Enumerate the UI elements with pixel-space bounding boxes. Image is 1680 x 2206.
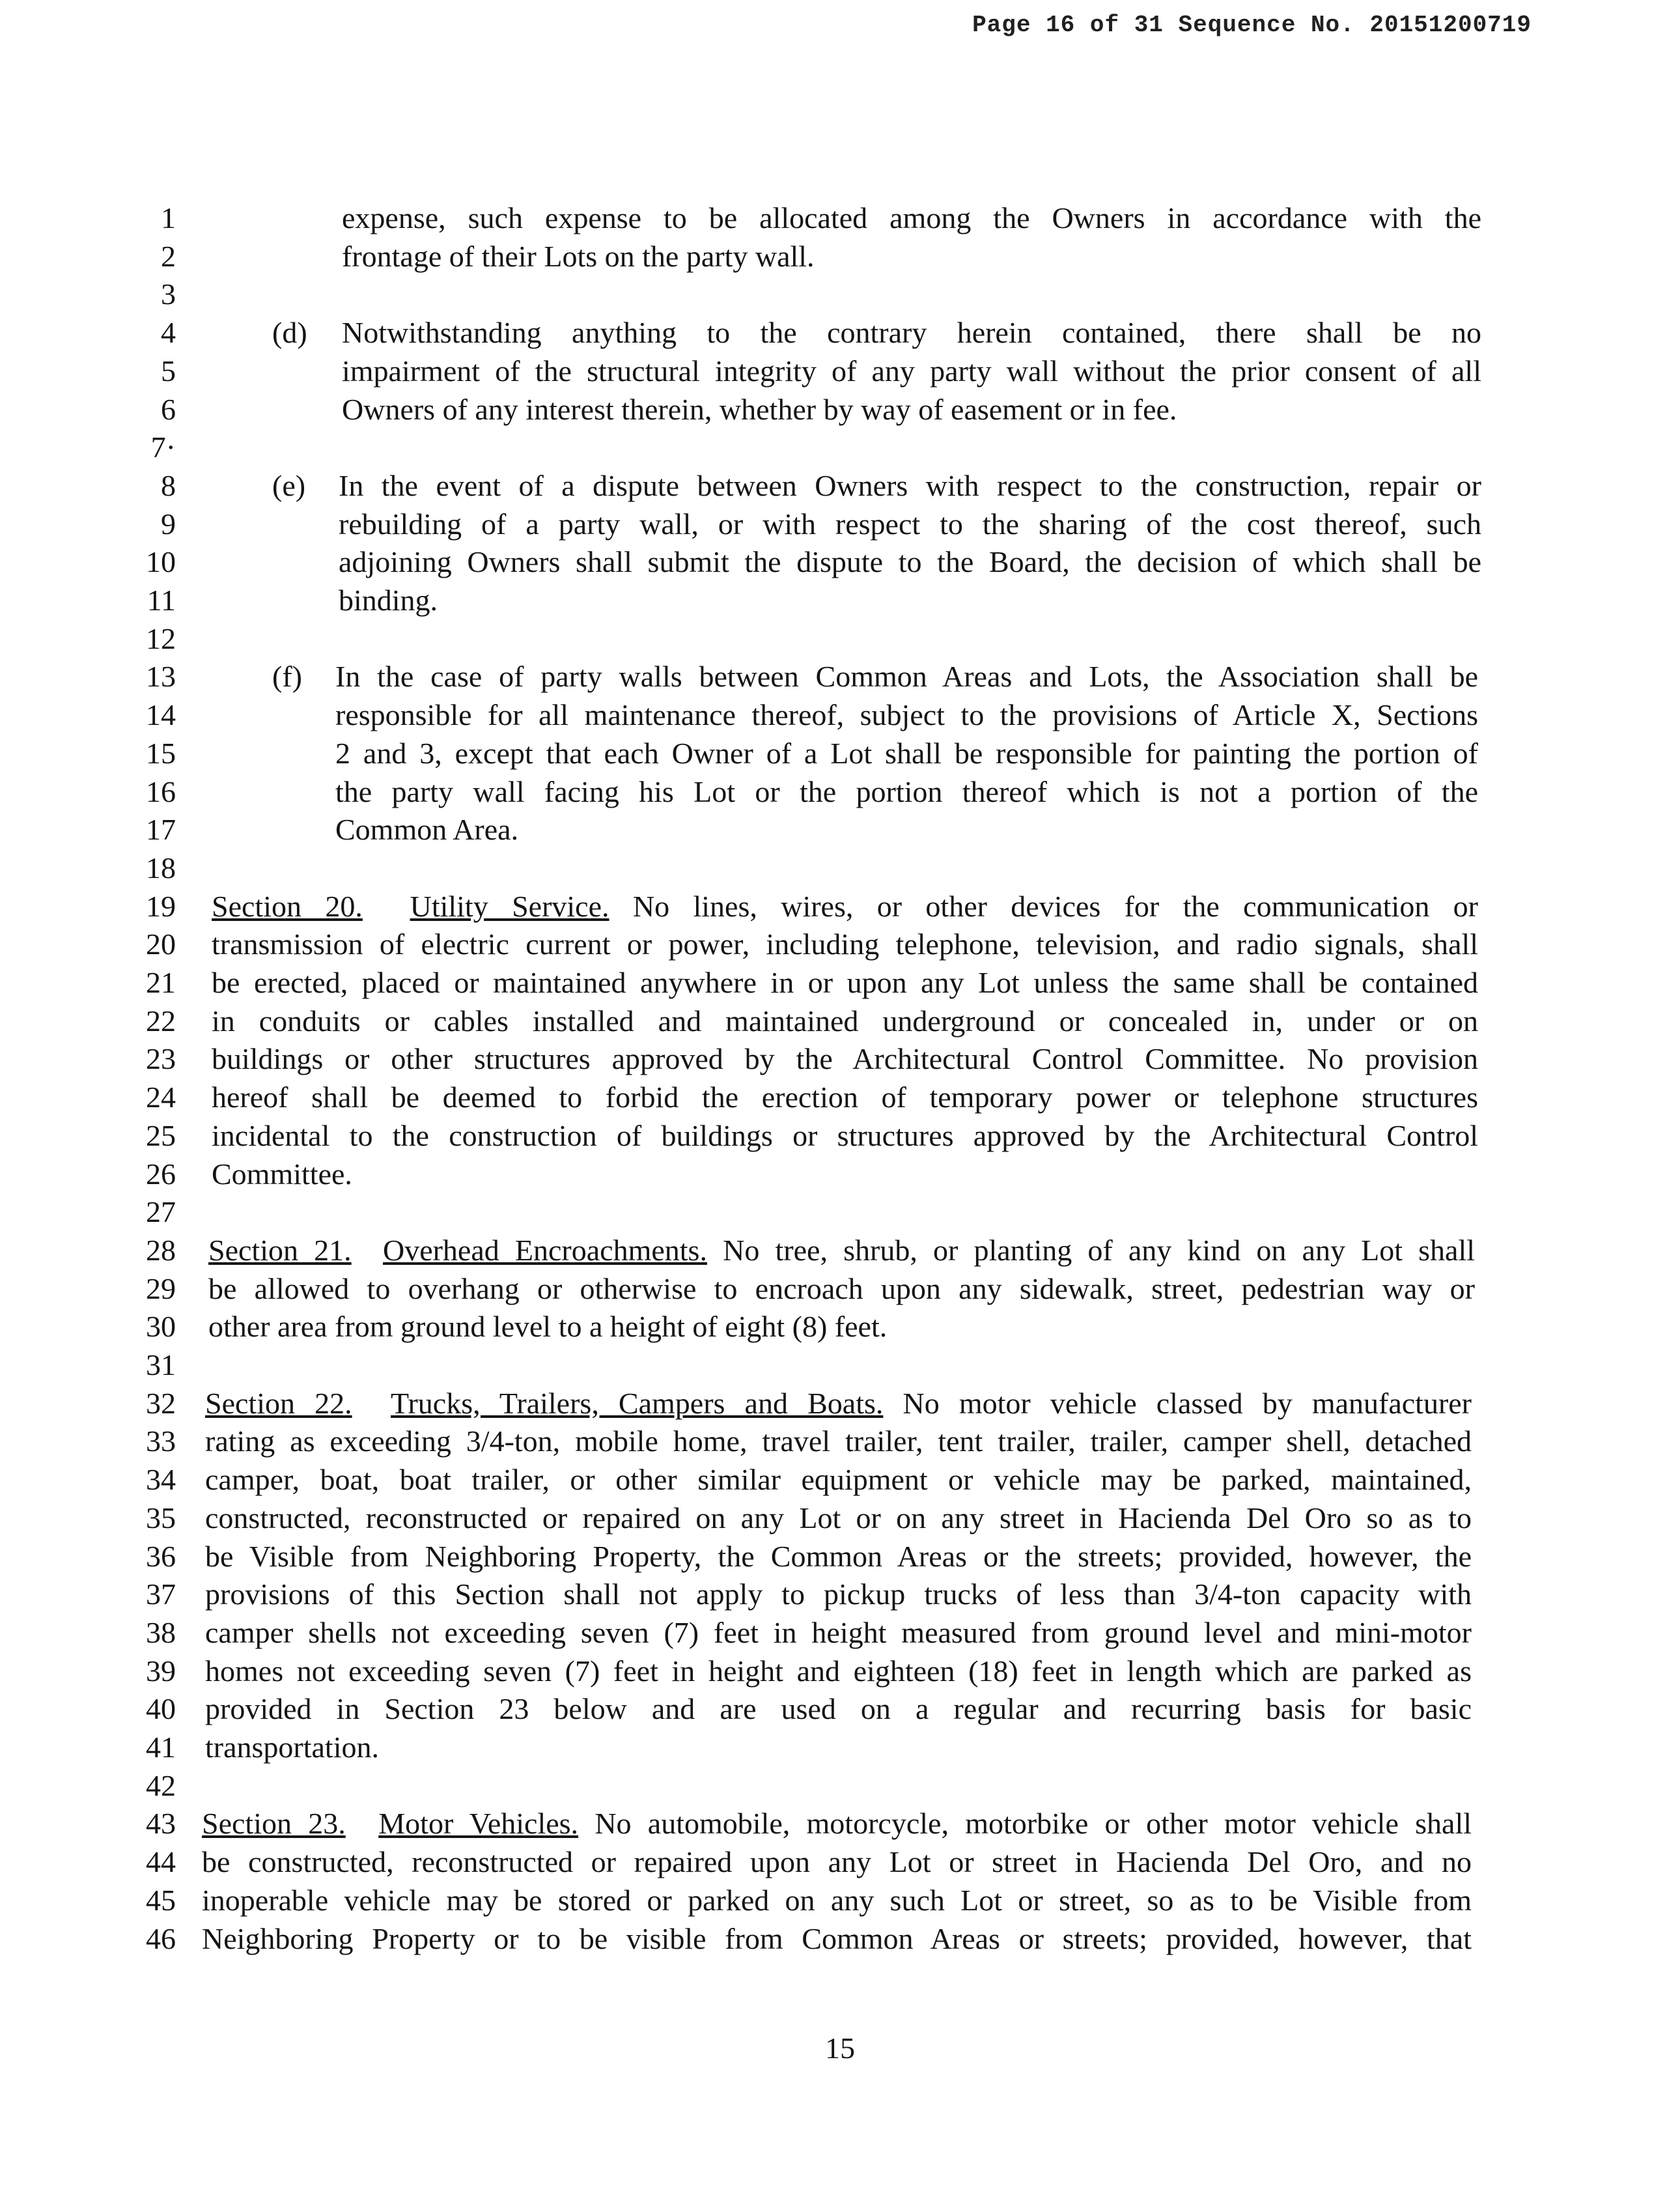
subsection-marker: (d) — [272, 316, 307, 350]
document-line — [0, 313, 1680, 352]
document-line — [0, 887, 1680, 926]
line-number: 11 — [147, 584, 176, 617]
document-line — [0, 1039, 1680, 1079]
line-body: frontage of their Lots on the party wall. — [342, 239, 815, 273]
line-text — [205, 1690, 1472, 1729]
line-number: 10 — [146, 545, 176, 579]
line-text — [339, 505, 1481, 544]
line-body: be erected, placed or maintained anywhere in or upon any Lot unless the same shall be contained — [212, 966, 1478, 999]
line-number: 33 — [146, 1424, 176, 1458]
line-body: camper, boat, boat trailer, or other similar equipment or vehicle may be parked, maintained, — [205, 1463, 1472, 1497]
line-number: 28 — [146, 1233, 176, 1267]
line-number: 25 — [146, 1118, 176, 1152]
line-body: homes not exceeding seven (7) feet in height and eighteen (18) feet in length which are parked as — [205, 1654, 1472, 1688]
document-line — [0, 581, 1680, 620]
line-body: provided in Section 23 below and are used on a regular and recurring basis for basic — [205, 1692, 1472, 1726]
line-body: other area from ground level to a height of eight (8) feet. — [208, 1310, 888, 1344]
document-line — [0, 543, 1680, 582]
document-line — [0, 1460, 1680, 1499]
line-text — [212, 1155, 352, 1194]
line-body: No lines, wires, or other devices for the communication or — [632, 889, 1479, 923]
line-number: 15 — [146, 736, 176, 770]
line-body: in conduits or cables installed and maintained underground or concealed in, under or on — [212, 1004, 1478, 1038]
line-body: Committee. — [212, 1157, 352, 1191]
document-line — [0, 849, 1680, 888]
line-text — [342, 237, 815, 276]
line-body: binding. — [339, 584, 438, 617]
line-text — [208, 1269, 1475, 1308]
line-text — [212, 887, 1478, 926]
line-text — [342, 390, 1177, 429]
line-number: 34 — [146, 1463, 176, 1497]
document-line — [0, 1269, 1680, 1308]
line-number: 45 — [146, 1883, 176, 1917]
line-number: 29 — [146, 1271, 176, 1305]
document-line — [0, 1843, 1680, 1882]
line-number: 13 — [146, 660, 176, 694]
line-body: incidental to the construction of buildings or structures approved by the Architectural Control — [212, 1118, 1478, 1152]
document-line — [0, 1881, 1680, 1920]
line-number: 4 — [161, 316, 176, 350]
line-body: hereof shall be deemed to forbid the erection of temporary power or telephone structures — [212, 1081, 1478, 1114]
line-text — [335, 734, 1478, 773]
section-number: Section 21. — [208, 1233, 352, 1267]
line-number: 5 — [161, 354, 176, 388]
page-sequence-header: Page 16 of 31 Sequence No. 20151200719 — [972, 12, 1532, 38]
line-body: Owners of any interest therein, whether by way of easement or in fee. — [342, 392, 1177, 426]
line-number: 7· — [150, 431, 176, 464]
document-line — [0, 810, 1680, 849]
line-number: 6 — [161, 392, 176, 426]
line-text — [202, 1881, 1472, 1920]
line-number: 42 — [146, 1768, 176, 1802]
line-body: No motor vehicle classed by manufacturer — [903, 1386, 1472, 1420]
section-number: Section 23. — [202, 1807, 346, 1841]
line-number: 32 — [146, 1386, 176, 1420]
line-body: transportation. — [205, 1731, 379, 1764]
document-line — [0, 1307, 1680, 1346]
line-number: 37 — [146, 1577, 176, 1611]
line-body: rating as exceeding 3/4-ton, mobile home, travel trailer, tent trailer, trailer, camper shell, detached — [205, 1424, 1472, 1458]
line-body: be allowed to overhang or otherwise to encroach upon any sidewalk, street, pedestrian way or — [208, 1271, 1475, 1305]
subsection-marker: (e) — [272, 468, 306, 502]
line-text — [205, 1422, 1472, 1461]
line-text — [202, 1804, 1472, 1843]
line-body: constructed, reconstructed or repaired on any Lot or on any street in Hacienda Del Oro so as to — [205, 1501, 1472, 1534]
line-body: expense, such expense to be allocated among the Owners in accordance with the — [342, 201, 1481, 234]
line-number: 43 — [146, 1807, 176, 1841]
line-number: 41 — [146, 1731, 176, 1764]
line-body: Neighboring Property or to be visible from Common Areas or streets; provided, however, that — [202, 1921, 1472, 1955]
line-body: buildings or other structures approved by the Architectural Control Committee. No provision — [212, 1042, 1478, 1076]
line-body: No tree, shrub, or planting of any kind on any Lot shall — [723, 1233, 1476, 1267]
document-line — [0, 466, 1680, 505]
line-text — [212, 963, 1478, 1002]
document-line — [0, 619, 1680, 658]
document-line — [0, 390, 1680, 429]
document-line — [0, 1537, 1680, 1576]
line-number: 38 — [146, 1615, 176, 1649]
line-body: 2 and 3, except that each Owner of a Lot shall be responsible for painting the portion of — [335, 736, 1478, 770]
line-text — [212, 1039, 1478, 1079]
line-text — [208, 1307, 887, 1346]
line-body: inoperable vehicle may be stored or parked on any such Lot or street, so as to be Visible from — [202, 1883, 1472, 1917]
line-text — [208, 1231, 1475, 1270]
document-line — [0, 1346, 1680, 1385]
document-line — [0, 696, 1680, 735]
document-line — [0, 275, 1680, 314]
line-number: 2 — [161, 239, 176, 273]
line-number: 16 — [146, 774, 176, 808]
document-line — [0, 505, 1680, 544]
section-number: Section 22. — [205, 1386, 352, 1420]
line-body: No automobile, motorcycle, motorbike or other motor vehicle shall — [595, 1807, 1472, 1841]
document-line — [0, 1155, 1680, 1194]
document-line — [0, 428, 1680, 467]
document-line — [0, 1499, 1680, 1538]
line-body: be Visible from Neighboring Property, the Common Areas or the streets; provided, however, the — [205, 1539, 1472, 1573]
line-number: 22 — [146, 1004, 176, 1038]
line-number: 31 — [146, 1348, 176, 1381]
line-number: 17 — [146, 813, 176, 847]
line-text — [212, 1078, 1478, 1117]
line-text — [205, 1652, 1472, 1691]
line-text — [205, 1460, 1472, 1499]
line-number: 21 — [146, 966, 176, 999]
line-number: 3 — [161, 277, 176, 311]
document-line — [0, 237, 1680, 276]
line-number: 20 — [146, 927, 176, 961]
line-text — [205, 1613, 1472, 1652]
document-line — [0, 1804, 1680, 1843]
document-line — [0, 1728, 1680, 1767]
document-line — [0, 1575, 1680, 1614]
line-text — [205, 1537, 1472, 1576]
document-line — [0, 1422, 1680, 1461]
document-line — [0, 1690, 1680, 1729]
section-heading: Motor Vehicles. — [378, 1807, 579, 1841]
document-line — [0, 1193, 1680, 1232]
document-line — [0, 199, 1680, 238]
line-text — [212, 925, 1478, 964]
line-number: 27 — [146, 1195, 176, 1229]
document-line — [0, 1116, 1680, 1155]
line-number: 18 — [146, 851, 176, 884]
line-body: In the case of party walls between Common Areas and Lots, the Association shall be — [335, 660, 1478, 694]
line-text — [205, 1575, 1472, 1614]
document-line — [0, 772, 1680, 812]
section-heading: Overhead Encroachments. — [382, 1233, 707, 1267]
document-line — [0, 1766, 1680, 1805]
line-text — [202, 1919, 1472, 1959]
line-text — [205, 1728, 379, 1767]
line-body: be constructed, reconstructed or repaired upon any Lot or street in Hacienda Del Oro, and no — [202, 1845, 1472, 1879]
document-line — [0, 657, 1680, 696]
line-number: 26 — [146, 1157, 176, 1191]
section-heading: Utility Service. — [410, 889, 609, 923]
page-number: 15 — [825, 2031, 855, 2065]
line-text — [342, 199, 1481, 238]
line-number: 9 — [161, 507, 176, 541]
line-text — [339, 543, 1481, 582]
line-body: provisions of this Section shall not apply to pickup trucks of less than 3/4-ton capacity with — [205, 1577, 1472, 1611]
line-number: 35 — [146, 1501, 176, 1534]
document-line — [0, 963, 1680, 1002]
document-line — [0, 1384, 1680, 1423]
line-number: 23 — [146, 1042, 176, 1076]
line-text — [335, 810, 518, 849]
document-line — [0, 1231, 1680, 1270]
line-number: 12 — [146, 621, 176, 655]
line-number: 24 — [146, 1081, 176, 1114]
line-number: 1 — [161, 201, 176, 234]
line-text — [335, 657, 1478, 696]
document-line — [0, 1652, 1680, 1691]
line-text — [205, 1384, 1472, 1423]
line-text — [335, 772, 1478, 812]
line-body: In the event of a dispute between Owners with respect to the construction, repair or — [339, 468, 1481, 502]
line-number: 44 — [146, 1845, 176, 1879]
line-number: 19 — [146, 889, 176, 923]
document-line — [0, 1919, 1680, 1959]
line-text — [212, 1116, 1478, 1155]
line-number: 46 — [146, 1921, 176, 1955]
line-body: adjoining Owners shall submit the dispute to the Board, the decision of which shall be — [339, 545, 1481, 579]
line-body: transmission of electric current or power, including telephone, television, and radio signals, shall — [212, 927, 1478, 961]
document-line — [0, 734, 1680, 773]
line-text — [342, 313, 1481, 352]
line-text — [205, 1499, 1472, 1538]
line-body: Notwithstanding anything to the contrary herein contained, there shall be no — [342, 316, 1481, 350]
line-number: 14 — [146, 698, 176, 732]
line-text — [335, 696, 1478, 735]
subsection-marker: (f) — [272, 660, 302, 694]
document-line — [0, 352, 1680, 391]
line-body: rebuilding of a party wall, or with respect to the sharing of the cost thereof, such — [339, 507, 1481, 541]
line-text — [339, 466, 1481, 505]
line-number: 40 — [146, 1692, 176, 1726]
document-line — [0, 1002, 1680, 1041]
section-heading: Trucks, Trailers, Campers and Boats. — [391, 1386, 884, 1420]
line-number: 30 — [146, 1310, 176, 1344]
line-body: Common Area. — [335, 813, 519, 847]
line-number: 8 — [161, 468, 176, 502]
document-line — [0, 1613, 1680, 1652]
line-number: 36 — [146, 1539, 176, 1573]
line-number: 39 — [146, 1654, 176, 1688]
line-text — [339, 581, 438, 620]
line-body: camper shells not exceeding seven (7) feet in height measured from ground level and mini-motor — [205, 1615, 1472, 1649]
document-line — [0, 925, 1680, 964]
line-body: the party wall facing his Lot or the portion thereof which is not a portion of the — [335, 774, 1478, 808]
line-body: responsible for all maintenance thereof, subject to the provisions of Article X, Sections — [335, 698, 1478, 732]
document-line — [0, 1078, 1680, 1117]
line-text — [212, 1002, 1478, 1041]
line-body: impairment of the structural integrity of any party wall without the prior consent of all — [342, 354, 1481, 388]
line-text — [342, 352, 1481, 391]
line-text — [202, 1843, 1472, 1882]
section-number: Section 20. — [212, 889, 363, 923]
